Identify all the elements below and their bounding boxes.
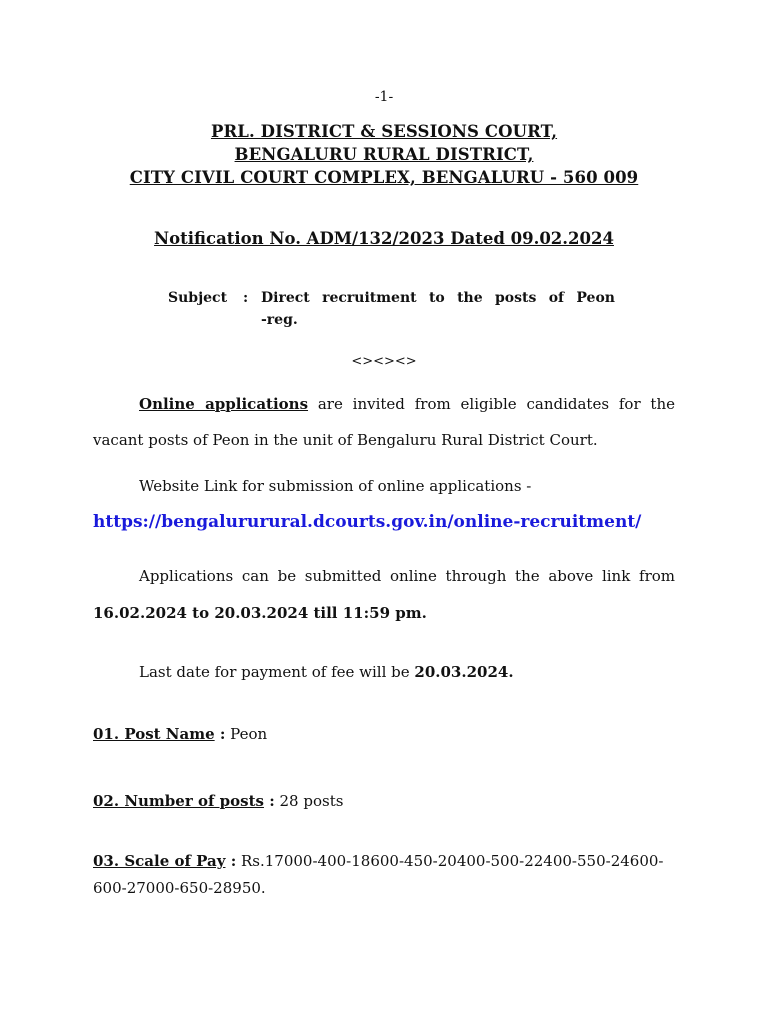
court-name-line-2: BENGALURU RURAL DISTRICT, [234, 145, 534, 164]
court-name-line-1: PRL. DISTRICT & SESSIONS COURT, [210, 122, 558, 141]
intro-paragraph-line-2: vacant posts of Peon in the unit of Bengaluru Rural District Court. [93, 431, 598, 449]
intro-line-1-rest: are invited from eligible candidates for the [308, 395, 675, 413]
subject-text: Direct recruitment to the posts of Peon [261, 290, 615, 306]
last-date-value: 20.03.2024. [414, 663, 514, 681]
notification-heading: Notification No. ADM/132/2023 Dated 09.02.2024 [154, 229, 614, 248]
number-of-posts-colon: : [263, 792, 275, 810]
scale-of-pay-value-continued: 600-27000-650-28950. [93, 879, 266, 897]
post-name-item [93, 725, 267, 743]
scale-of-pay-item [93, 852, 664, 870]
number-of-posts-label: 02. Number of posts [93, 792, 264, 810]
page-number: -1- [374, 89, 394, 105]
website-label: Website Link for submission of online applications - [139, 477, 532, 495]
recruitment-link[interactable]: https://bengalururural.dcourts.gov.in/online-recruitment/ [93, 512, 642, 532]
scale-of-pay-colon: : [225, 852, 237, 870]
post-name-colon: : [214, 725, 226, 743]
applications-date-range: 16.02.2024 to 20.03.2024 till 11:59 pm. [93, 604, 427, 622]
applications-line-1 [93, 567, 675, 585]
scale-of-pay-label: 03. Scale of Pay [93, 852, 226, 870]
intro-paragraph-line-1 [93, 395, 675, 413]
number-of-posts-value: 28 posts [274, 792, 344, 810]
post-name-label: 01. Post Name [93, 725, 215, 743]
scale-of-pay-value: Rs.17000-400-18600-450-20400-500-22400-550-24600- [236, 852, 664, 870]
last-date-text: Last date for payment of fee will be [139, 663, 415, 681]
subject-label: Subject [168, 290, 228, 306]
post-name-value: Peon [225, 725, 268, 743]
number-of-posts-item [93, 792, 343, 810]
subject-colon: : [243, 290, 249, 306]
online-applications-label: Online applications [139, 395, 309, 413]
section-divider: <><><> [351, 354, 417, 369]
subject-text-continued: -reg. [261, 312, 298, 328]
last-date-line [139, 663, 514, 681]
court-address-line: CITY CIVIL COURT COMPLEX, BENGALURU - 560 009 [129, 168, 639, 187]
applications-line-1-text: Applications can be submitted online through the above link from [139, 567, 675, 585]
